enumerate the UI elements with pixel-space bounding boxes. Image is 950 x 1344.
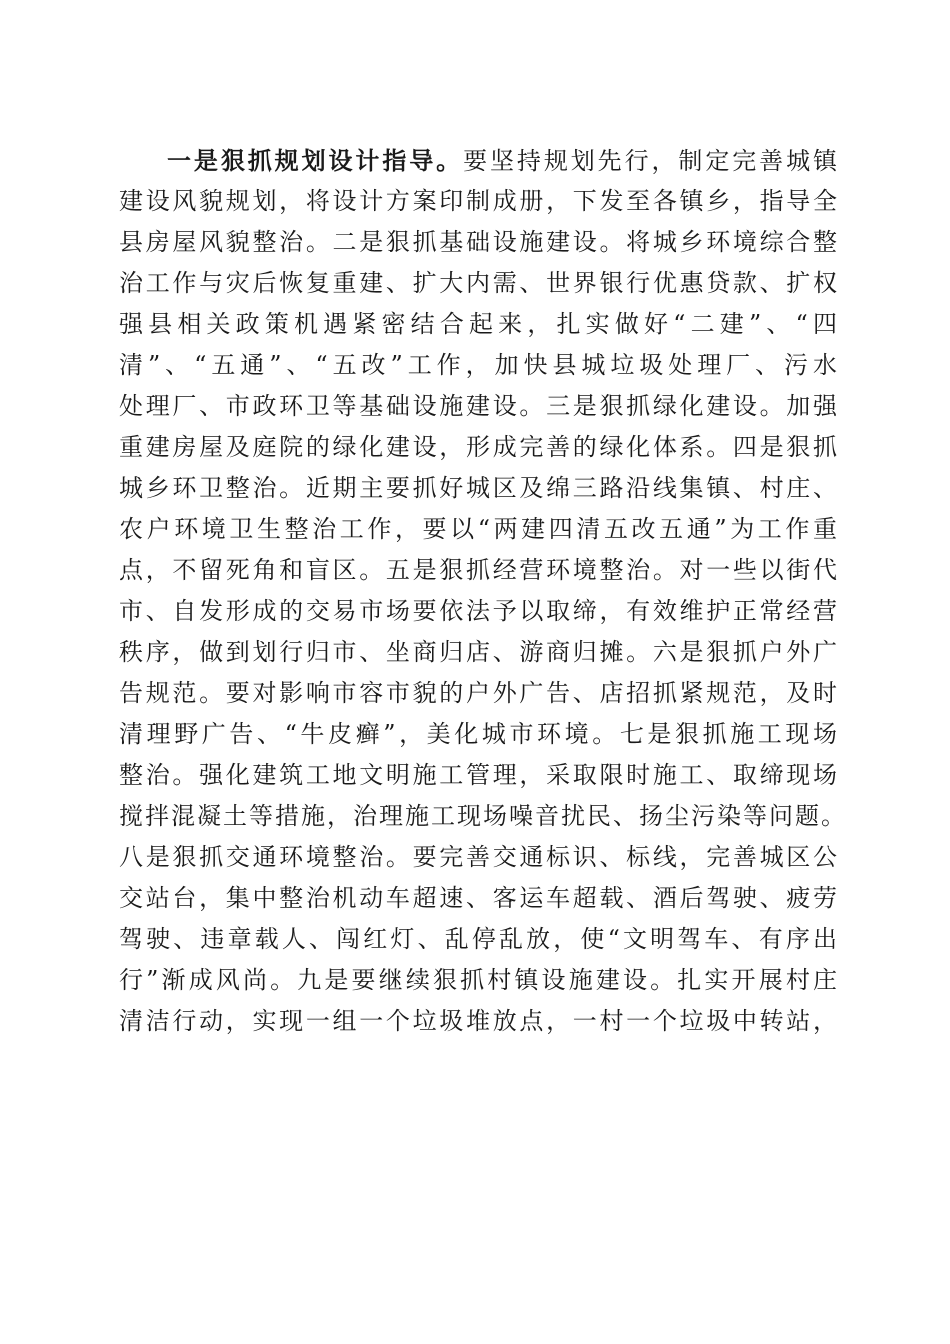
- text-line: 清”、“五通”、“五改”工作，加快县城垃圾处理厂、污水: [119, 351, 839, 379]
- text-line: 清理野广告、“牛皮癣”，美化城市环境。七是狠抓施工现场: [119, 720, 839, 748]
- text-line-first: [119, 140, 839, 181]
- text-line: 行”渐成风尚。九是要继续狠抓村镇设施建设。扎实开展村庄: [119, 966, 839, 994]
- text-line: 强县相关政策机遇紧密结合起来，扎实做好“二建”、“四: [119, 310, 839, 338]
- text-line: 城乡环卫整治。近期主要抓好城区及绵三路沿线集镇、村庄、: [119, 474, 839, 502]
- text-line: 搅拌混凝土等措施，治理施工现场噪音扰民、扬尘污染等问题。: [119, 802, 847, 830]
- text-line: 治工作与灾后恢复重建、扩大内需、世界银行优惠贷款、扩权: [119, 269, 839, 297]
- text-line: 农户环境卫生整治工作，要以“两建四清五改五通”为工作重: [119, 515, 839, 543]
- text-line: 点，不留死角和盲区。五是狠抓经营环境整治。对一些以街代: [119, 556, 839, 584]
- text-line: 县房屋风貌整治。二是狠抓基础设施建设。将城乡环境综合整: [119, 228, 839, 256]
- text-line: 驾驶、违章载人、闯红灯、乱停乱放，使“文明驾车、有序出: [119, 925, 839, 953]
- text-line: 建设风貌规划，将设计方案印制成册，下发至各镇乡，指导全: [119, 187, 839, 215]
- text-line: 市、自发形成的交易市场要依法予以取缔，有效维护正常经营: [119, 597, 839, 625]
- text-line-segment: 要坚持规划先行，制定完善城镇: [463, 147, 840, 175]
- text-line: 交站台，集中整治机动车超速、客运车超载、酒后驾驶、疲劳: [119, 884, 839, 912]
- text-line: 处理厂、市政环卫等基础设施建设。三是狠抓绿化建设。加强: [119, 392, 839, 420]
- body-paragraph: [119, 140, 847, 1042]
- text-line: 整治。强化建筑工地文明施工管理，采取限时施工、取缔现场: [119, 761, 839, 789]
- text-line: 重建房屋及庭院的绿化建设，形成完善的绿化体系。四是狠抓: [119, 433, 839, 461]
- text-line: 告规范。要对影响市容市貌的户外广告、店招抓紧规范，及时: [119, 679, 839, 707]
- lead-bold-phrase: 一是狠抓规划设计指导。: [167, 146, 464, 175]
- text-line: 清洁行动，实现一组一个垃圾堆放点，一村一个垃圾中转站，: [119, 1007, 839, 1035]
- text-line: 八是狠抓交通环境整治。要完善交通标识、标线，完善城区公: [119, 843, 839, 871]
- text-line: 秩序，做到划行归市、坐商归店、游商归摊。六是狠抓户外广: [119, 638, 839, 666]
